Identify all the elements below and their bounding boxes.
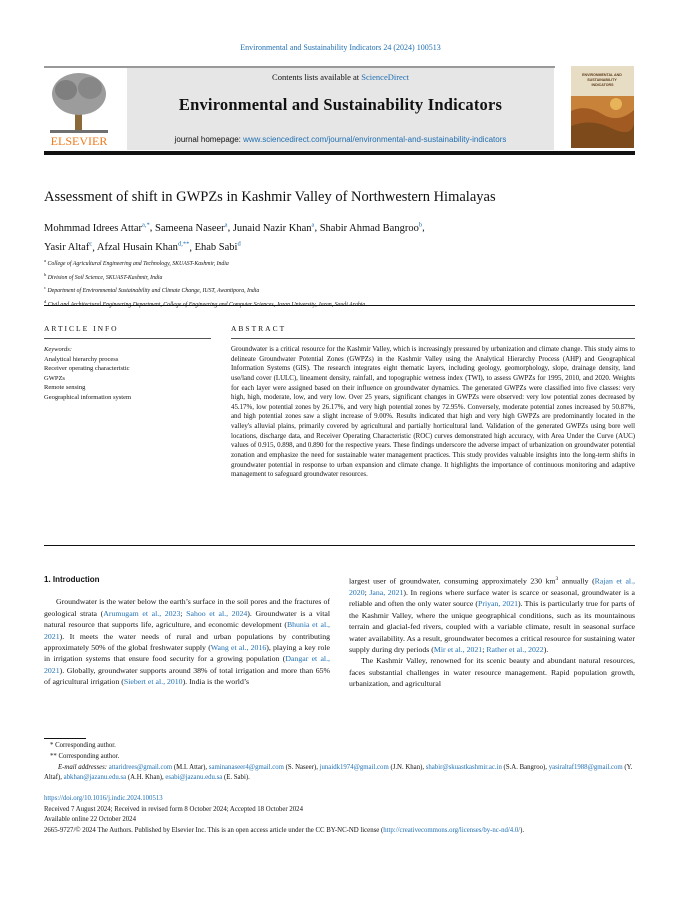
journal-citation[interactable]: Environmental and Sustainability Indicators 24 (2024) 100513 — [240, 43, 441, 52]
article-info-rule — [44, 338, 211, 339]
abstract-rule — [231, 338, 635, 339]
header-thick-rule — [44, 151, 635, 155]
author[interactable]: Shabir Ahmad Bangroo$^b$ — [319, 221, 423, 234]
intro-right-column — [349, 574, 635, 690]
email-link[interactable]: attaridrees@gmail.com — [108, 763, 173, 771]
footnotes — [44, 741, 635, 784]
email-owner: (J.N. Khan), — [388, 763, 426, 771]
citation-link[interactable]: Arumugam et al., 2023 — [103, 608, 181, 618]
email-link[interactable]: shabir@skuastkashmir.ac.in — [425, 763, 502, 771]
author-list: Mohmmad Idrees Attar$^{a,*}$, Sameena Naseer$^a$, Junaid Nazir Khan$^a$, Shabir Ahmad Bangroo$^b$, Yasir Altaf$^c$, Afzal Husain Khan$^{d,**}$, Ehab Sabi$^d$ — [44, 221, 425, 253]
homepage-prefix: journal homepage: — [174, 135, 244, 144]
keyword: Analytical hierarchy process — [44, 355, 119, 363]
intro-paragraph: largest user of groundwater, consuming approximately 230 $km^3$ annually (Rajan et al., 2020; Jana, 2021). In regions where surface water is scarce or seasonal, groundwater is a reliable and often the only water source (Priyan, 2021). This is particularly true for parts of the Kashmir Valley, where the unique geographical conditions, such as its mountainous terrain and glacial-fed rivers, coupled with a variable climate, result in seasonal surface water availability. As a result, groundwater becomes a critical resource for sustaining water supply during dry periods (Mir et al., 2021; Rather et al., 2022). — [349, 576, 635, 655]
citation-link[interactable]: Wang et al., 2016 — [210, 643, 267, 653]
email-addresses — [44, 763, 635, 785]
doi-link[interactable]: https://doi.org/10.1016/j.indic.2024.100513 — [44, 795, 163, 802]
available-online: Available online 22 October 2024 — [44, 816, 136, 823]
superscript: 3 — [555, 576, 559, 582]
license-statement: 2665-9727/© 2024 The Authors. Published by Elsevier Inc. This is an open access article under the CC BY-NC-ND license (http://creativecommons.org/licenses/by-nc-nd/4.0/). — [44, 826, 525, 834]
author[interactable]: Mohmmad Idrees Attar$^{a,*}$ — [44, 221, 150, 234]
sciencedirect-link[interactable]: ScienceDirect — [361, 72, 409, 82]
journal-homepage-line — [127, 135, 554, 144]
email-link[interactable]: yasiraltaf1988@gmail.com — [548, 763, 623, 771]
abstract-heading: ABSTRACT — [231, 324, 287, 333]
keywords-block — [44, 345, 214, 403]
author[interactable]: Yasir Altaf$^c$ — [44, 240, 93, 253]
keyword: Geographical information system — [44, 393, 132, 401]
affiliation: $^a$ College of Agricultural Engineering and Technology, SKUAST-Kashmir, India — [44, 258, 229, 267]
corresponding-author-note: ** Corresponding author. — [50, 752, 120, 760]
received-dates: Received 7 August 2024; Received in revised form 8 October 2024; Accepted 18 October 2024 — [44, 805, 303, 813]
email-link[interactable]: junaidk1974@gmail.com — [319, 763, 389, 771]
email-owner: (S.A. Bangroo), — [501, 763, 549, 771]
header-divider — [44, 66, 555, 68]
journal-cover-image — [571, 66, 634, 148]
email-owner: (S. Naseer), — [283, 763, 320, 771]
citation-link[interactable]: Mir et al., 2021 — [433, 645, 483, 655]
elsevier-logo — [44, 68, 114, 148]
journal-title: Environmental and Sustainability Indicators — [178, 95, 503, 114]
citation-link[interactable]: Jana, 2021 — [369, 588, 404, 597]
contents-line — [127, 72, 554, 82]
citation-link[interactable]: Dangar et al., 2021 — [44, 654, 330, 675]
email-label: E-mail addresses: — [58, 763, 109, 771]
email-owner: (Y. Altaf), — [44, 763, 633, 782]
license-link[interactable]: http://creativecommons.org/licenses/by-nc-nd/4.0/ — [383, 826, 521, 834]
citation-link[interactable]: Siebert et al., 2010 — [123, 677, 183, 687]
author[interactable]: Afzal Husain Khan$^{d,**}$ — [96, 240, 190, 253]
author[interactable]: Junaid Nazir Khan$^a$ — [232, 221, 315, 234]
intro-paragraph: Groundwater is the water below the earth’s surface in the soil pores and the fractures of geological strata (Arumugam et al., 2023; Sahoo et al., 2024). Groundwater is a vital natural resource that supports life, agriculture, and economic development (Bhunia et al., 2021). It meets the water needs of rural and urban populations by contributing approximately 50% of the global freshwater supply (Wang et al., 2016), playing a key role in irrigation systems that ensure food security for a growing population (Dangar et al., 2021). Globally, groundwater supports around 38% of total irrigation and more than 65% of agricultural irrigation (Siebert et al., 2010). India is the world’s — [44, 597, 331, 687]
affiliation: $^c$ Department of Environmental Sustainability and Climate Change, IUST, Awantipora, India — [44, 285, 260, 295]
intro-paragraph: The Kashmir Valley, renowned for its scenic beauty and abundant natural resources, faces substantial challenges in water resource management. Rapid population growth, urbanization, and agricultural — [349, 656, 635, 689]
keyword: Receiver operating characteristic — [44, 365, 130, 373]
contents-prefix: Contents lists available at — [272, 72, 362, 82]
article-info-heading: ARTICLE INFO — [44, 324, 119, 333]
email-link[interactable]: saminanaseer4@gmail.com — [208, 763, 284, 771]
author[interactable]: Sameena Naseer$^a$ — [155, 221, 228, 234]
keyword: Remote sensing — [44, 384, 86, 392]
email-link[interactable]: abkhan@jazanu.edu.sa — [63, 774, 127, 782]
email-link[interactable]: esabi@jazanu.edu.sa — [165, 774, 223, 782]
author[interactable]: Ehab Sabi$^d$ — [194, 240, 241, 253]
homepage-link[interactable]: www.sciencedirect.com/journal/environmental-and-sustainability-indicators — [243, 135, 507, 144]
abstract-text: Groundwater is a critical resource for the Kashmir Valley, which is increasingly pressured by urbanization and climate change. This study aims to delineate Groundwater Potential Zones (GWPZs) in the Kashmir Valley using the Analytical Hierarchy Process (AHP) and Geographical Information Systems (GIS). The research integrates eight thematic layers, including geology, geomorphology, slope, drainage density, land use/land cover (LULC), lineament density, rainfall, and topographic wetness index (TWI), to assess GWPZs for 1995, 2010, and 2020. Weights for each layer were assigned based on their influence on groundwater dynamics. The generated GWPZs were classified into five classes: very high, high, moderate, low, and very low. Over 25 years, significant changes in GWPZs were observed: very low potential zones decreased by 45.17%, low potential zones by 26.17%, and very high potential zones by 72.95%. Conversely, moderate potential zones increased by 50.87%, and high potential zones saw a slight increase of 9.00%. Results indicated that high and very high GWPZs are predominantly located in the valley's alluvial plains, primarily covered by agricultural and partially horticultural land. Validation of the generated GWPZs using bore well locations, discharge data, and Receiver Operating Characteristic (ROC) curves demonstrated high accuracy, with Area Under the Curve (AUC) values of 0.915, 0.898, and 0.890 for the respective years. These findings underscore the adverse impact of urbanization on groundwater potential zonation and emphasize the need for sustainable water management practices. This study provides valuable insights into the long-term shifts in groundwater potential in response to urban expansion and climate change. It highlights the importance of continuous monitoring and adaptive management to safeguard groundwater resources. — [231, 346, 635, 479]
elsevier-tree-icon — [44, 68, 114, 148]
citation-link[interactable]: Rather et al., 2022 — [486, 645, 544, 655]
citation-link[interactable]: Bhunia et al., 2021 — [44, 620, 331, 641]
email-owner: (E. Sabi). — [222, 774, 250, 782]
section-divider — [44, 545, 635, 546]
citation-link[interactable]: Priyan, 2021 — [478, 599, 519, 609]
keywords-label: Keywords: — [44, 346, 72, 353]
section-divider — [44, 305, 635, 306]
journal-cover — [571, 66, 634, 148]
intro-heading: 1. Introduction — [44, 575, 100, 584]
article-title: Assessment of shift in GWPZs in Kashmir Valley of Northwestern Himalayas — [44, 189, 496, 205]
affiliation: $^b$ Division of Soil Science, SKUAST-Kashmir, India — [44, 271, 163, 281]
citation-link[interactable]: Rajan et al., 2020 — [349, 576, 635, 597]
email-owner: (M.I. Attar), — [172, 763, 209, 771]
publication-info — [44, 794, 635, 836]
keyword: GWPZs — [44, 374, 65, 382]
elsevier-wordmark: ELSEVIER — [50, 134, 108, 148]
svg-text:ENVIRONMENTAL AND SUSTAI: ENVIRONMENTAL AND SUSTAINABILITY INDICATORS — [582, 73, 622, 87]
intro-left-column — [44, 574, 330, 688]
affiliations — [44, 256, 635, 311]
email-owner: (A.H. Khan), — [126, 774, 166, 782]
affiliation: d — [44, 299, 47, 305]
corresponding-author-note: * Corresponding author. — [50, 742, 116, 749]
footnote-rule — [44, 738, 86, 739]
citation-link[interactable]: Sahoo et al., 2024 — [186, 608, 248, 618]
